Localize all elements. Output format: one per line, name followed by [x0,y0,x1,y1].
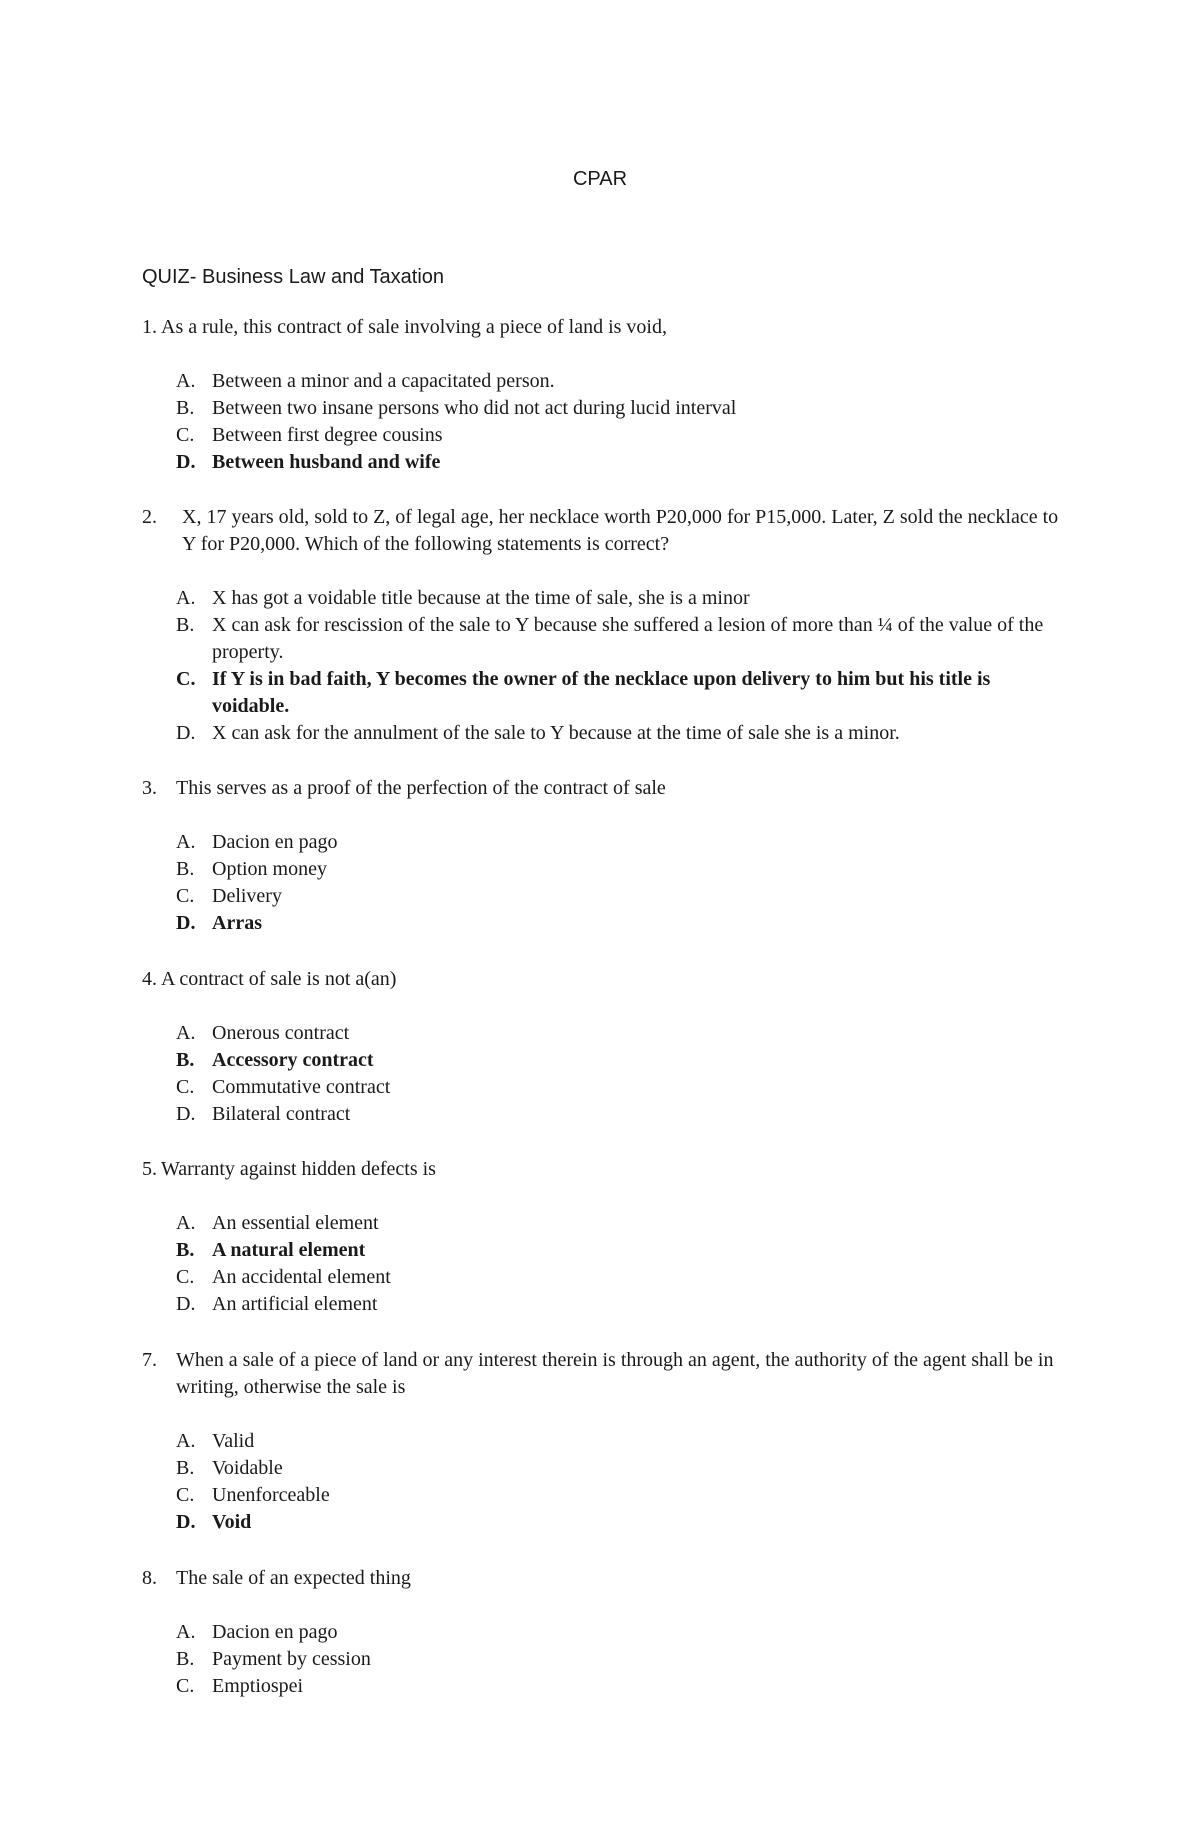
option-text: Void [212,1511,252,1533]
question-5 [142,1156,1062,1183]
question-number: 3. [142,777,157,799]
option-letter: D. [176,1293,196,1315]
question-8-options [176,1619,1066,1700]
option-text: Dacion en pago [212,1621,338,1643]
question-1 [142,314,1062,341]
option-text: Onerous contract [212,1022,350,1044]
option-c [176,422,1066,449]
option-letter: A. [176,1621,196,1643]
question-8 [142,1565,1062,1592]
option-letter: B. [176,397,195,419]
option-letter: C. [176,1484,195,1506]
question-text: A contract of sale is not a(an) [161,968,397,990]
option-text: Dacion en pago [212,831,338,853]
question-7-options [176,1428,1066,1536]
option-text: X has got a voidable title because at the time of sale, she is a minor [212,587,750,609]
option-letter: A. [176,831,196,853]
option-d-answer [176,449,1066,476]
option-b [176,856,1066,883]
question-4 [142,966,1062,993]
option-d [176,1101,1066,1128]
option-text: Arras [212,912,262,934]
option-text: A natural element [212,1239,366,1261]
option-c [176,1673,1066,1700]
option-letter: D. [176,912,196,934]
question-text: X, 17 years old, sold to Z, of legal age, her necklace worth P20,000 for P15,000. Later, Z sold the necklace to Y for P20,000. Which of the following statements is correct? [182,506,1059,555]
option-letter: D. [176,1511,196,1533]
question-number: 5. [142,1158,157,1180]
question-3 [142,775,1062,802]
option-letter: D. [176,451,196,473]
option-letter: B. [176,858,195,880]
option-text: An accidental element [212,1266,391,1288]
option-text: Valid [212,1430,255,1452]
option-text: Between husband and wife [212,451,441,473]
option-text: Accessory contract [212,1049,374,1071]
option-text: Commutative contract [212,1076,391,1098]
option-c [176,1264,1066,1291]
option-a [176,1020,1066,1047]
option-letter: B. [176,1648,195,1670]
option-b [176,1646,1066,1673]
option-text: An artificial element [212,1293,378,1315]
question-number: 8. [142,1567,157,1589]
question-number: 4. [142,968,157,990]
question-2-options [176,585,1066,747]
option-letter: D. [176,722,196,744]
option-b-answer [176,1237,1066,1264]
option-text: If Y is in bad faith, Y becomes the owner of the necklace upon delivery to him but his title is voidable. [212,668,991,717]
option-letter: C. [176,1675,195,1697]
option-letter: D. [176,1103,196,1125]
option-d [176,720,1066,747]
option-c [176,1074,1066,1101]
option-d-answer [176,1509,1066,1536]
option-letter: A. [176,1022,196,1044]
question-text: When a sale of a piece of land or any interest therein is through an agent, the authority of the agent shall be in writing, otherwise the sale is [176,1349,1054,1398]
option-text: Bilateral contract [212,1103,351,1125]
option-letter: A. [176,1212,196,1234]
option-d [176,1291,1066,1318]
option-letter: C. [176,1076,195,1098]
option-b-answer [176,1047,1066,1074]
option-letter: A. [176,370,196,392]
option-a [176,368,1066,395]
option-c [176,1482,1066,1509]
option-text: Delivery [212,885,282,907]
question-text: This serves as a proof of the perfection of the contract of sale [176,777,666,799]
option-letter: C. [176,424,195,446]
question-number: 1. [142,316,157,338]
option-letter: C. [176,668,196,690]
option-a [176,585,1066,612]
option-a [176,829,1066,856]
option-text: Unenforceable [212,1484,330,1506]
option-text: Option money [212,858,327,880]
question-7 [142,1347,1062,1401]
question-number: 7. [142,1349,157,1371]
option-b [176,1455,1066,1482]
option-text: X can ask for the annulment of the sale to Y because at the time of sale she is a minor. [212,722,900,744]
option-d-answer [176,910,1066,937]
option-a [176,1619,1066,1646]
question-5-options [176,1210,1066,1318]
question-text: The sale of an expected thing [176,1567,411,1589]
question-4-options [176,1020,1066,1128]
option-letter: C. [176,1266,195,1288]
question-number: 2. [142,506,157,528]
option-b [176,395,1066,422]
option-a [176,1210,1066,1237]
option-b [176,612,1066,666]
option-text: Emptiospei [212,1675,304,1697]
option-text: An essential element [212,1212,379,1234]
question-1-options [176,368,1066,476]
page-title: CPAR [572,168,628,190]
option-text: X can ask for rescission of the sale to Y because she suffered a lesion of more than ¼ of the value of the property. [212,614,1044,663]
question-text: As a rule, this contract of sale involving a piece of land is void, [161,316,667,338]
option-letter: C. [176,885,195,907]
question-text: Warranty against hidden defects is [161,1158,436,1180]
option-letter: B. [176,1239,195,1261]
question-3-options [176,829,1066,937]
option-text: Between first degree cousins [212,424,443,446]
quiz-subtitle: QUIZ- Business Law and Taxation [142,266,445,288]
option-letter: B. [176,1049,195,1071]
option-text: Voidable [212,1457,283,1479]
option-a [176,1428,1066,1455]
option-c [176,883,1066,910]
option-text: Between a minor and a capacitated person. [212,370,555,392]
option-letter: A. [176,587,196,609]
option-letter: B. [176,614,195,636]
question-2 [142,504,1062,558]
option-c-answer [176,666,1066,720]
option-letter: B. [176,1457,195,1479]
option-text: Payment by cession [212,1648,371,1670]
option-letter: A. [176,1430,196,1452]
option-text: Between two insane persons who did not act during lucid interval [212,397,737,419]
